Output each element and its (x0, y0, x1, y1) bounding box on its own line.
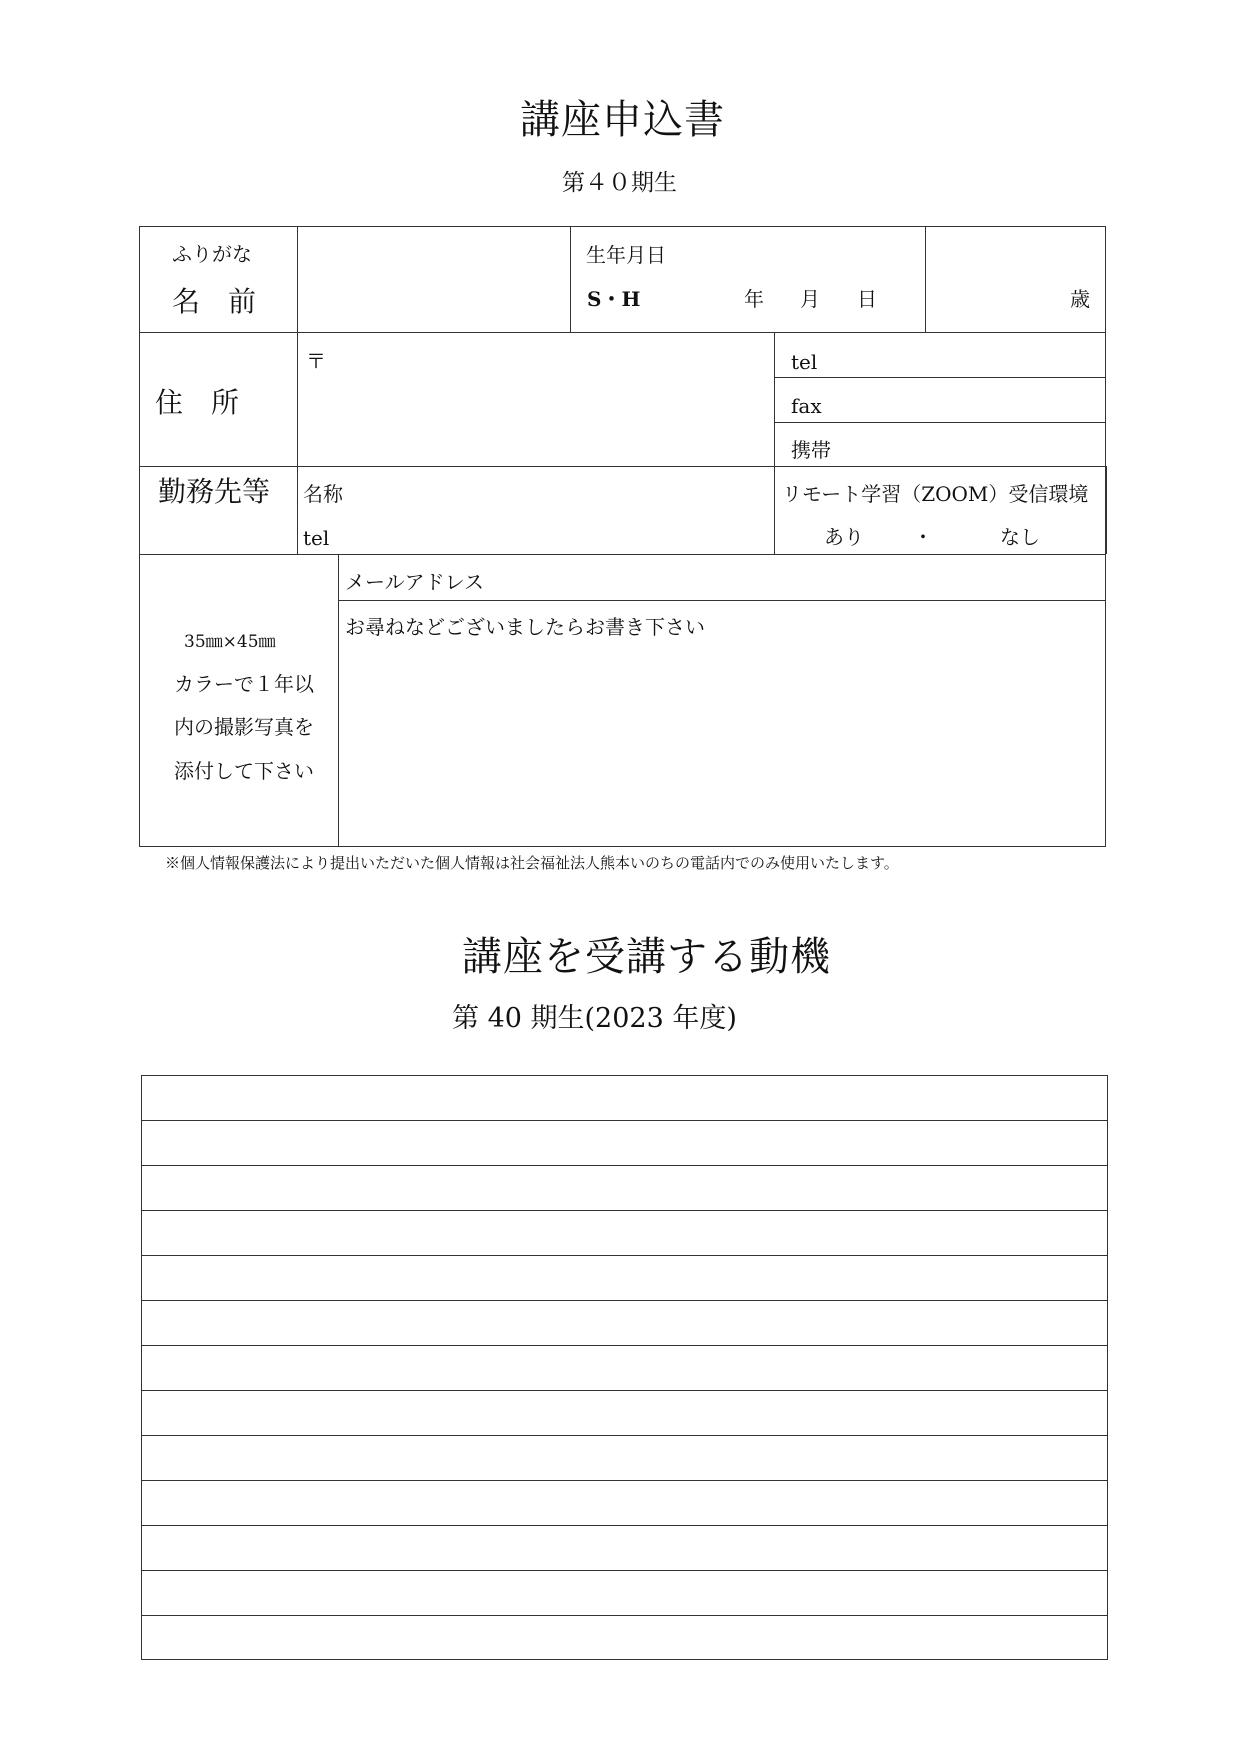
furigana-label: ふりがな (172, 242, 252, 266)
remote-option-yes[interactable]: あり (824, 525, 864, 549)
birth-day-unit: 日 (857, 287, 877, 311)
fax-field[interactable] (777, 379, 1104, 421)
workplace-tel-label: tel (303, 526, 330, 550)
writing-line[interactable] (142, 1345, 1107, 1346)
age-unit: 歳 (1070, 287, 1090, 311)
address-label: 住 所 (155, 386, 240, 419)
tel-label: tel (791, 350, 818, 374)
inquiry-label: お尋ねなどございましたらお書き下さい (345, 615, 705, 639)
address-field[interactable] (300, 334, 772, 464)
writing-line[interactable] (142, 1165, 1107, 1166)
email-label: メールアドレス (345, 570, 484, 594)
inquiry-field[interactable] (341, 602, 1104, 845)
writing-line[interactable] (142, 1570, 1107, 1571)
age-field[interactable] (928, 228, 1104, 330)
workplace-field[interactable] (300, 468, 772, 552)
motive-term: 第 40 期生(2023 年度) (452, 1003, 737, 1034)
postal-mark: 〒 (306, 349, 326, 373)
writing-line[interactable] (142, 1255, 1107, 1256)
remote-environment-label: リモート学習（ZOOM）受信環境 (782, 482, 1089, 506)
name-label: 名 前 (172, 285, 257, 318)
writing-line[interactable] (142, 1480, 1107, 1481)
mobile-field[interactable] (777, 424, 1104, 465)
birthdate-field[interactable] (573, 228, 923, 330)
photo-size: 35㎜×45㎜ (184, 632, 276, 652)
writing-line[interactable] (142, 1525, 1107, 1526)
birth-month-unit: 月 (800, 287, 820, 311)
motive-title: 講座を受講する動機 (462, 934, 831, 980)
name-field[interactable] (300, 228, 568, 330)
remote-option-separator: ・ (913, 525, 933, 549)
form-title: 講座申込書 (520, 97, 725, 143)
birthdate-label: 生年月日 (586, 243, 666, 267)
photo-instruction-2: 内の撮影写真を (174, 715, 314, 739)
form-term: 第４０期生 (562, 170, 677, 196)
writing-line[interactable] (142, 1435, 1107, 1436)
email-field[interactable] (341, 556, 1104, 599)
privacy-note: ※個人情報保護法により提出いただいた個人情報は社会福祉法人熊本いのちの電話内でのみ使用いたします。 (165, 854, 899, 872)
tel-field[interactable] (777, 334, 1104, 376)
birth-year-unit: 年 (744, 287, 764, 311)
writing-line[interactable] (142, 1300, 1107, 1301)
writing-line[interactable] (142, 1210, 1107, 1211)
writing-line[interactable] (142, 1390, 1107, 1391)
photo-instruction-1: カラーで１年以 (174, 672, 314, 696)
workplace-label: 勤務先等 (158, 475, 271, 508)
photo-area[interactable] (141, 556, 336, 845)
writing-line[interactable] (142, 1615, 1107, 1616)
photo-instruction-3: 添付して下さい (174, 759, 314, 783)
fax-label: fax (791, 394, 822, 418)
mobile-label: 携帯 (791, 438, 831, 462)
birth-era: S・H (587, 287, 641, 311)
motive-writing-area[interactable] (141, 1075, 1108, 1660)
workplace-name-label: 名称 (303, 482, 343, 506)
remote-option-no[interactable]: なし (1000, 525, 1040, 549)
writing-line[interactable] (142, 1120, 1107, 1121)
